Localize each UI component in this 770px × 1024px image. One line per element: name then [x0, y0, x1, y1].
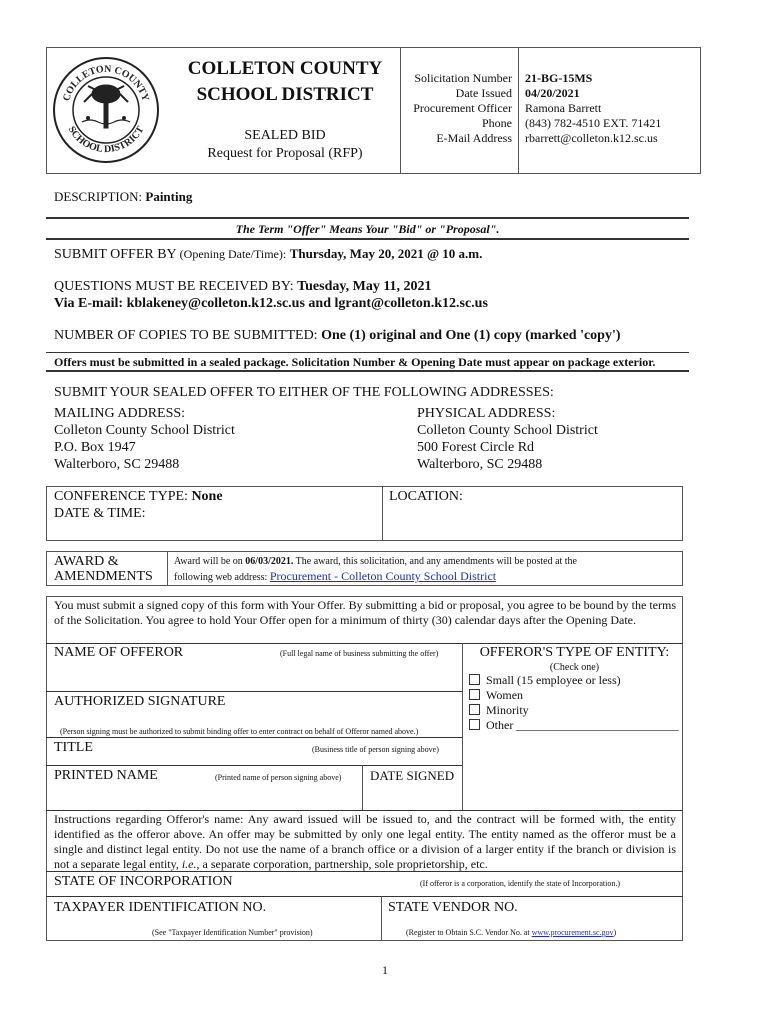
- award-text-post: The award, this solicitation, and any amendments will be posted at the: [293, 556, 577, 567]
- svg-text:SCHOOL DISTRICT: [66, 124, 147, 155]
- questions-value: Tuesday, May 11, 2021: [297, 279, 432, 294]
- title-hint: (Business title of person signing above): [312, 745, 439, 754]
- checkbox-icon[interactable]: [469, 689, 480, 700]
- award-label-line1: AWARD &: [54, 554, 119, 569]
- award-date: 06/03/2021.: [245, 556, 294, 567]
- award-text-line2: following web address:: [174, 572, 270, 583]
- phone-value: (843) 782-4510 EXT. 71421: [525, 116, 662, 130]
- seal-top-text: COLLETON COUNTY: [61, 63, 151, 103]
- copies-value: One (1) original and One (1) copy (marked 'copy'): [321, 328, 621, 343]
- mailing-address-label: MAILING ADDRESS:: [54, 406, 186, 421]
- name-of-offeror-field[interactable]: [50, 662, 458, 688]
- mailing-address-line3: Walterboro, SC 29488: [54, 457, 180, 472]
- date-signed-field[interactable]: [366, 786, 458, 806]
- page-number: 1: [382, 963, 388, 977]
- name-of-offeror-label: NAME OF OFFEROR: [54, 645, 184, 660]
- entity-option-minority[interactable]: Minority: [469, 703, 678, 718]
- email-address-label: E-Mail Address: [436, 131, 512, 145]
- entity-option-women[interactable]: Women: [469, 688, 678, 703]
- district-seal-logo: [52, 56, 160, 164]
- procurement-link[interactable]: Procurement - Colleton County School District: [269, 569, 497, 583]
- award-label-line2: AMENDMENTS: [54, 569, 153, 584]
- physical-address-label: PHYSICAL ADDRESS:: [417, 406, 556, 421]
- addresses-heading: SUBMIT YOUR SEALED OFFER TO EITHER OF THE FOLLOWING ADDRESSES:: [54, 385, 554, 400]
- state-of-incorporation-label: STATE OF INCORPORATION: [54, 874, 233, 889]
- taxpayer-id-field[interactable]: [50, 916, 376, 928]
- procurement-officer-value: Ramona Barrett: [525, 101, 602, 115]
- offeror-name-instructions: Instructions regarding Offeror's name: Any award issued will be issued to, and the contract will be formed with, the entity identified as the offeror above. An offer may be submitted by only one legal entity. The entity named as the offeror must be a single and distinct legal entity. Do not use the name of a branch office or a division of a larger entity if the branch or division is not a separate legal entity, i.e., a separate corporation, partnership, sole proprietorship, etc.: [54, 812, 676, 871]
- mailing-address-line1: Colleton County School District: [54, 423, 235, 438]
- submit-offer-value: Thursday, May 20, 2021 @ 10 a.m.: [289, 246, 483, 261]
- physical-address-line1: Colleton County School District: [417, 423, 598, 438]
- award-text-pre: Award will be on: [174, 556, 246, 567]
- procurement-sc-link[interactable]: www.procurement.sc.gov: [531, 928, 614, 937]
- conference-location-label: LOCATION:: [389, 489, 463, 504]
- sealed-bid-label: SEALED BID: [244, 128, 326, 143]
- questions-deadline: [54, 279, 432, 295]
- authorized-signature-label: AUTHORIZED SIGNATURE: [54, 694, 226, 709]
- phone-label: Phone: [482, 116, 512, 130]
- state-vendor-hint: (Register to Obtain S.C. Vendor No. at www.procurement.sc.gov): [406, 928, 617, 937]
- procurement-officer-label: Procurement Officer: [413, 101, 512, 115]
- taxpayer-id-label: TAXPAYER IDENTIFICATION NO.: [54, 900, 267, 915]
- offer-term-note: The Term "Offer" Means Your "Bid" or "Proposal".: [235, 222, 500, 236]
- district-name-line1: COLLETON COUNTY: [187, 58, 383, 79]
- form-intro: You must submit a signed copy of this form with Your Offer. By submitting a bid or proposal, you agree to be bound by the terms of the Solicitation. You agree to hold Your Offer open for a minimum of thirty (30) calendar days after the Opening Date.: [54, 598, 676, 627]
- header-labels: [402, 71, 512, 146]
- physical-address-line3: Walterboro, SC 29488: [417, 457, 543, 472]
- award-label: [54, 554, 153, 584]
- entity-options: [469, 673, 678, 733]
- conference-type-value: None: [191, 489, 223, 504]
- header-values: [525, 71, 700, 146]
- copies-label: NUMBER OF COPIES TO BE SUBMITTED:: [54, 328, 318, 343]
- title-label: TITLE: [54, 740, 93, 755]
- printed-name-label: PRINTED NAME: [54, 768, 158, 783]
- award-text: [174, 555, 679, 585]
- date-signed-label: DATE SIGNED: [370, 768, 455, 783]
- taxpayer-id-hint: (See "Taxpayer Identification Number" provision): [152, 928, 313, 937]
- rfp-label: Request for Proposal (RFP): [207, 146, 363, 161]
- mailing-address: [54, 405, 235, 473]
- date-issued-value: 04/20/2021: [525, 86, 580, 100]
- state-vendor-field[interactable]: [386, 916, 678, 928]
- entity-type-hint: (Check one): [549, 662, 600, 673]
- questions-label: QUESTIONS MUST BE RECEIVED BY:: [54, 279, 294, 294]
- description-label: DESCRIPTION:: [54, 189, 143, 204]
- state-of-incorporation-hint: (If offeror is a corporation, identify the state of Incorporation.): [420, 879, 620, 888]
- physical-address: [417, 405, 598, 473]
- submit-offer-by: [54, 246, 482, 263]
- name-of-offeror-hint: (Full legal name of business submitting the offer): [280, 649, 439, 658]
- submit-offer-sub: (Opening Date/Time):: [179, 247, 287, 261]
- conference-type: [54, 489, 223, 505]
- checkbox-icon[interactable]: [469, 704, 480, 715]
- checkbox-icon[interactable]: [469, 719, 480, 730]
- email-address-value: rbarrett@colleton.k12.sc.us: [525, 131, 658, 145]
- mailing-address-line2: P.O. Box 1947: [54, 440, 136, 455]
- state-vendor-label: STATE VENDOR NO.: [388, 900, 518, 915]
- solicitation-number-value: 21-BG-15MS: [525, 71, 593, 85]
- description: [54, 189, 192, 205]
- printed-name-hint: (Printed name of person signing above): [215, 773, 342, 782]
- printed-name-field[interactable]: [50, 786, 358, 806]
- entity-option-small[interactable]: Small (15 employee or less): [469, 673, 678, 688]
- entity-type-label: OFFEROR'S TYPE OF ENTITY:: [479, 645, 670, 660]
- sealed-package-notice: Offers must be submitted in a sealed package. Solicitation Number & Opening Date must appear on package exterior.: [54, 355, 656, 369]
- palmetto-tree-icon: [82, 85, 130, 128]
- title-field[interactable]: [110, 740, 300, 762]
- district-name-line2: SCHOOL DISTRICT: [196, 84, 374, 105]
- description-value: Painting: [145, 189, 193, 204]
- solicitation-number-label: Solicitation Number: [414, 71, 512, 85]
- seal-bottom-text: SCHOOL DISTRICT: [65, 124, 147, 156]
- number-of-copies: [54, 328, 621, 344]
- authorized-signature-field[interactable]: [50, 711, 458, 725]
- conference-type-label: CONFERENCE TYPE:: [54, 489, 188, 504]
- conference-datetime-label: DATE & TIME:: [54, 506, 146, 521]
- submit-offer-label: SUBMIT OFFER BY: [54, 247, 177, 262]
- questions-email-line: Via E-mail: kblakeney@colleton.k12.sc.us and lgrant@colleton.k12.sc.us: [54, 296, 488, 311]
- date-issued-label: Date Issued: [455, 86, 512, 100]
- entity-option-other[interactable]: Other ___________________________: [469, 718, 678, 733]
- physical-address-line2: 500 Forest Circle Rd: [417, 440, 535, 455]
- checkbox-icon[interactable]: [469, 674, 480, 685]
- authorized-signature-hint: (Person signing must be authorized to submit binding offer to enter contract on behalf of Offeror named above.): [60, 727, 419, 736]
